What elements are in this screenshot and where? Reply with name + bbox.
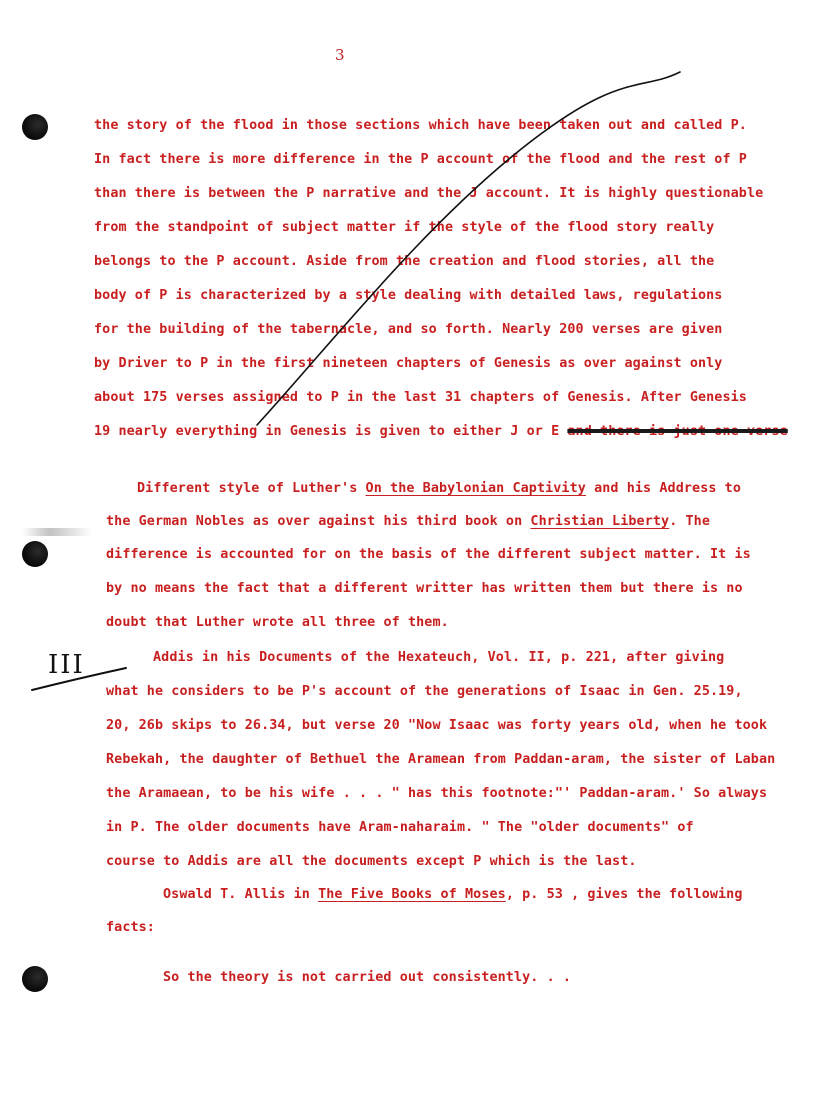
binder-hole-top: [22, 114, 48, 140]
text-line: the Aramaean, to be his wife . . . " has this footnote:"' Paddan-aram.' So always: [106, 786, 768, 801]
text-segment: the German Nobles as over against his third book on: [106, 514, 531, 529]
paper-smudge: [22, 528, 92, 536]
text-line: what he considers to be P's account of the generations of Isaac in Gen. 25.19,: [106, 684, 743, 699]
text-line: [94, 424, 788, 439]
text-line: Rebekah, the daughter of Bethuel the Aramean from Paddan-aram, the sister of Laban: [106, 752, 776, 767]
text-line: body of P is characterized by a style dealing with detailed laws, regulations: [94, 288, 723, 303]
page-number: 3: [335, 46, 345, 64]
text-line: doubt that Luther wrote all three of them.: [106, 615, 449, 630]
text-segment: Oswald T. Allis in: [163, 887, 319, 902]
text-line: So the theory is not carried out consistently. . .: [163, 970, 572, 985]
underlined-title: Christian Liberty: [530, 514, 670, 529]
text-line: facts:: [106, 920, 155, 935]
handwritten-margin-mark: III: [48, 650, 85, 680]
text-segment: , p. 53 , gives the following: [505, 887, 743, 902]
text-line: difference is accounted for on the basis of the different subject matter. It is: [106, 547, 751, 562]
text-line: by no means the fact that a different writter has written them but there is no: [106, 581, 743, 596]
text-line: in P. The older documents have Aram-naharaim. " The "older documents" of: [106, 820, 694, 835]
text-line: course to Addis are all the documents except P which is the last.: [106, 854, 637, 869]
text-line: the story of the flood in those sections which have been taken out and called P.: [94, 118, 747, 133]
struck-through-text: and there is just one verse: [567, 424, 788, 439]
text-line: [163, 887, 743, 902]
text-line: Addis in his Documents of the Hexateuch, Vol. II, p. 221, after giving: [153, 650, 725, 665]
text-line: about 175 verses assigned to P in the last 31 chapters of Genesis. After Genesis: [94, 390, 747, 405]
text-line: [106, 514, 710, 529]
text-segment: 19 nearly everything in Genesis is given to either J or E: [94, 424, 568, 439]
text-line: In fact there is more difference in the P account of the flood and the rest of P: [94, 152, 747, 167]
text-line: than there is between the P narrative and the J account. It is highly questionable: [94, 186, 764, 201]
binder-hole-bottom: [22, 966, 48, 992]
text-segment: Different style of Luther's: [137, 481, 366, 496]
text-line: 20, 26b skips to 26.34, but verse 20 "Now Isaac was forty years old, when he took: [106, 718, 768, 733]
text-line: belongs to the P account. Aside from the creation and flood stories, all the: [94, 254, 715, 269]
text-line: for the building of the tabernacle, and so forth. Nearly 200 verses are given: [94, 322, 723, 337]
text-line: by Driver to P in the first nineteen chapters of Genesis as over against only: [94, 356, 723, 371]
underlined-title: On the Babylonian Captivity: [365, 481, 586, 496]
text-segment: . The: [669, 514, 710, 529]
underlined-title: The Five Books of Moses: [318, 887, 506, 902]
text-segment: and his Address to: [585, 481, 741, 496]
text-line: [137, 481, 741, 496]
text-line: from the standpoint of subject matter if the style of the flood story really: [94, 220, 715, 235]
binder-hole-middle: [22, 541, 48, 567]
